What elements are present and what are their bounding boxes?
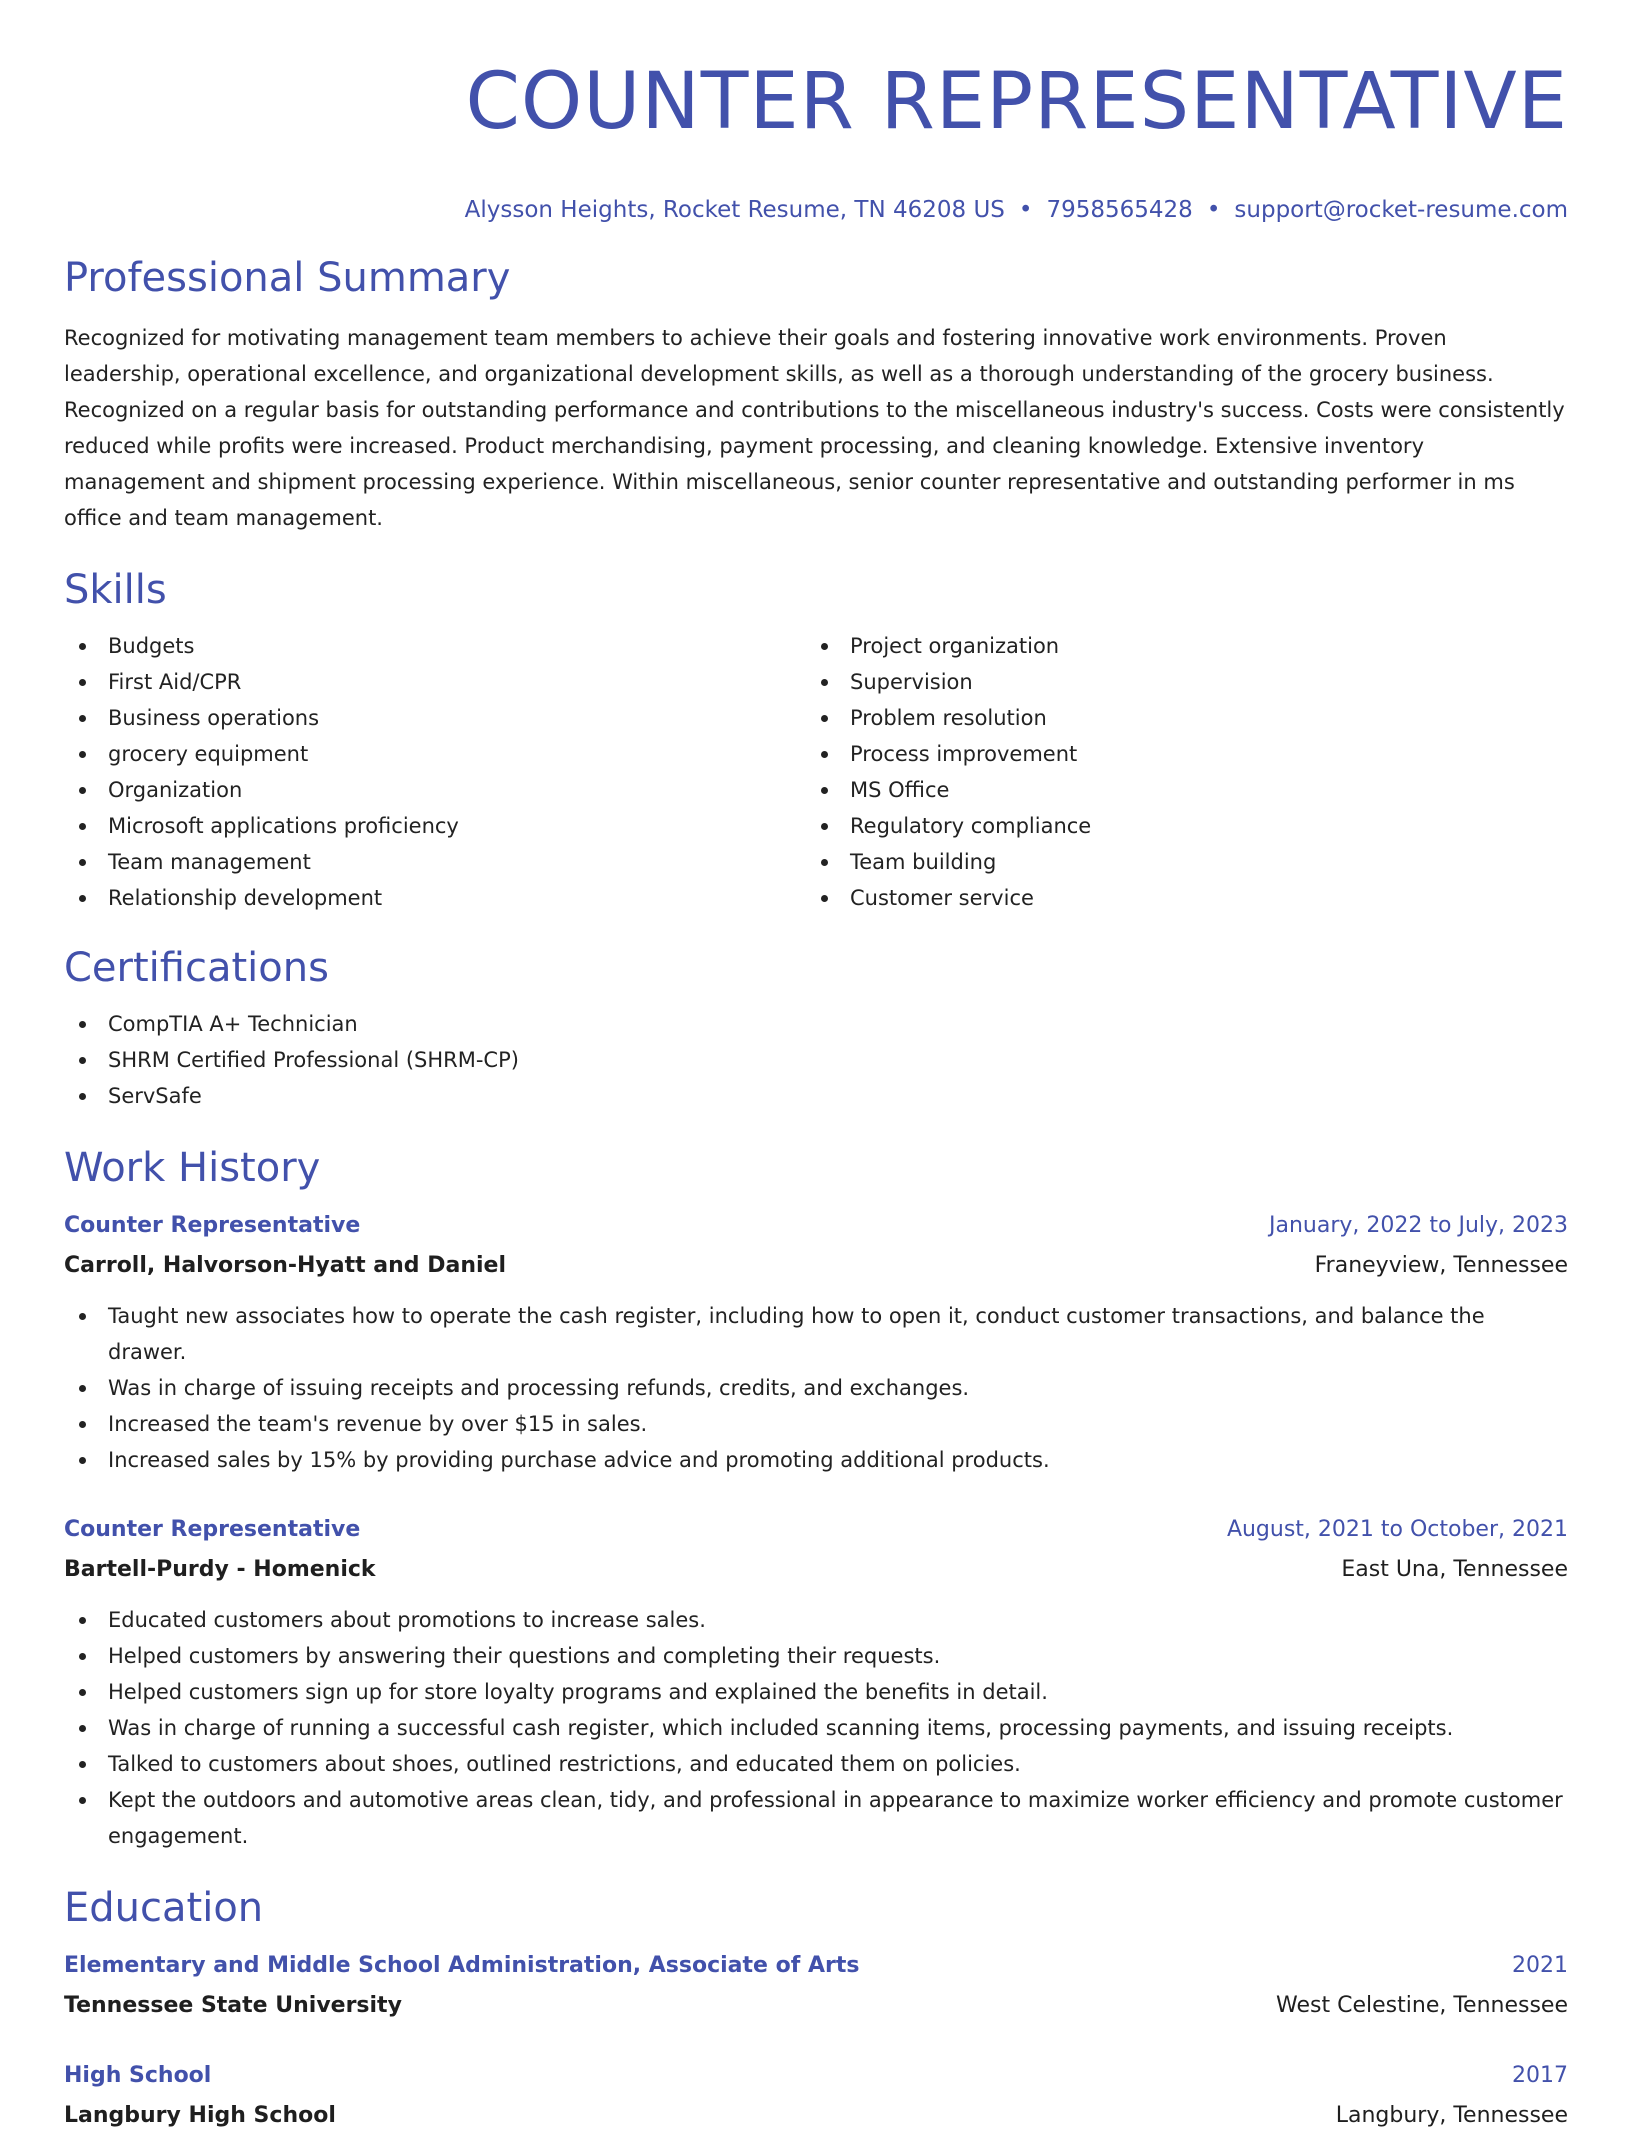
certifications-list	[64, 1006, 1568, 1114]
job-bullet: Educated customers about promotions to increase sales.	[64, 1602, 1568, 1638]
education-school: Langbury High School	[64, 2103, 336, 2128]
contact-email[interactable]: support@rocket-resume.com	[1234, 197, 1568, 223]
contact-line	[64, 194, 1568, 226]
education-degree: High School	[64, 2063, 212, 2088]
education-entry	[64, 2056, 1568, 2136]
job-company: Carroll, Halvorson-Hyatt and Daniel	[64, 1253, 506, 1278]
skill-item: Business operations	[64, 700, 806, 736]
skill-item: MS Office	[806, 772, 1548, 808]
job-title: Counter Representative	[64, 1213, 361, 1238]
job-title-row	[64, 1510, 1568, 1550]
contact-separator: •	[1018, 197, 1033, 223]
skill-item: Team building	[806, 844, 1548, 880]
skill-item: Team management	[64, 844, 806, 880]
job-bullet: Taught new associates how to operate the cash register, including how to open it, conduct customer transactions, and balance the drawer.	[64, 1298, 1568, 1370]
job-entry	[64, 1510, 1568, 1854]
job-company-row	[64, 1246, 1568, 1286]
education-year: 2017	[1512, 2063, 1568, 2088]
certifications-section	[64, 944, 1568, 1114]
skills-heading: Skills	[64, 567, 167, 613]
education-section	[64, 1884, 1568, 2136]
job-title: Counter Representative	[64, 1517, 361, 1542]
job-bullet: Helped customers by answering their questions and completing their requests.	[64, 1638, 1568, 1674]
skill-item: First Aid/CPR	[64, 664, 806, 700]
work-history-section	[64, 1144, 1568, 1854]
job-bullets	[64, 1602, 1568, 1854]
education-school: Tennessee State University	[64, 1993, 402, 2018]
job-bullet: Was in charge of running a successful cash register, which included scanning items, processing payments, and issuing receipts.	[64, 1710, 1568, 1746]
job-bullet: Was in charge of issuing receipts and processing refunds, credits, and exchanges.	[64, 1370, 1568, 1406]
job-bullets	[64, 1298, 1568, 1478]
job-bullet: Talked to customers about shoes, outlined restrictions, and educated them on policies.	[64, 1746, 1568, 1782]
skill-item: Relationship development	[64, 880, 806, 916]
skill-item: Customer service	[806, 880, 1548, 916]
contact-separator: •	[1206, 197, 1221, 223]
education-location: West Celestine, Tennessee	[1276, 1993, 1568, 2018]
education-school-row	[64, 1986, 1568, 2026]
education-location: Langbury, Tennessee	[1335, 2103, 1568, 2128]
education-heading: Education	[64, 1885, 264, 1931]
education-degree-row	[64, 1946, 1568, 1986]
job-location: Franeyview, Tennessee	[1314, 1253, 1568, 1278]
skill-item: Project organization	[806, 628, 1548, 664]
resume-title: COUNTER REPRESENTATIVE	[465, 57, 1568, 147]
job-bullet: Helped customers sign up for store loyalty programs and explained the benefits in detail.	[64, 1674, 1568, 1710]
job-dates: January, 2022 to July, 2023	[1269, 1213, 1568, 1238]
summary-heading: Professional Summary	[64, 255, 511, 301]
skills-list-left	[64, 628, 806, 916]
skill-item: Supervision	[806, 664, 1548, 700]
skill-item: Budgets	[64, 628, 806, 664]
certification-item: SHRM Certified Professional (SHRM-CP)	[64, 1042, 1568, 1078]
skill-item: Problem resolution	[806, 700, 1548, 736]
skill-item: Process improvement	[806, 736, 1548, 772]
job-location: East Una, Tennessee	[1341, 1557, 1568, 1582]
contact-address: Alysson Heights, Rocket Resume, TN 46208 US	[464, 197, 1005, 223]
education-entry	[64, 1946, 1568, 2026]
education-degree: Elementary and Middle School Administration, Associate of Arts	[64, 1953, 860, 1978]
education-year: 2021	[1512, 1953, 1568, 1978]
job-entry	[64, 1206, 1568, 1478]
skill-item: grocery equipment	[64, 736, 806, 772]
skills-grid	[64, 628, 1568, 916]
summary-text: Recognized for motivating management team members to achieve their goals and fostering innovative work environments. Proven leadership, operational excellence, and organizational development skills, as well as a thorough understanding of the grocery business. Recognized on a regular basis for outstanding performance and contributions to the miscellaneous industry's success. Costs were consistently reduced while profits were increased. Product merchandising, payment processing, and cleaning knowledge. Extensive inventory management and shipment processing experience. Within miscellaneous, senior counter representative and outstanding performer in ms office and team management.	[64, 326, 1565, 530]
skill-item: Regulatory compliance	[806, 808, 1548, 844]
job-bullet: Increased sales by 15% by providing purchase advice and promoting additional products.	[64, 1442, 1568, 1478]
work-history-heading: Work History	[64, 1145, 321, 1191]
education-school-row	[64, 2096, 1568, 2136]
skill-item: Organization	[64, 772, 806, 808]
job-bullet: Increased the team's revenue by over $15 in sales.	[64, 1406, 1568, 1442]
job-bullet: Kept the outdoors and automotive areas clean, tidy, and professional in appearance to maximize worker efficiency and promote customer engagement.	[64, 1782, 1568, 1854]
contact-phone: 7958565428	[1046, 197, 1193, 223]
job-company-row	[64, 1550, 1568, 1590]
skills-section	[64, 566, 1568, 916]
job-company: Bartell-Purdy - Homenick	[64, 1557, 376, 1582]
job-title-row	[64, 1206, 1568, 1246]
certifications-heading: Certifications	[64, 945, 329, 991]
certification-item: ServSafe	[64, 1078, 1568, 1114]
job-dates: August, 2021 to October, 2021	[1226, 1517, 1568, 1542]
education-degree-row	[64, 2056, 1568, 2096]
certification-item: CompTIA A+ Technician	[64, 1006, 1568, 1042]
skill-item: Microsoft applications proficiency	[64, 808, 806, 844]
summary-section	[64, 254, 1568, 536]
skills-list-right	[806, 628, 1548, 916]
